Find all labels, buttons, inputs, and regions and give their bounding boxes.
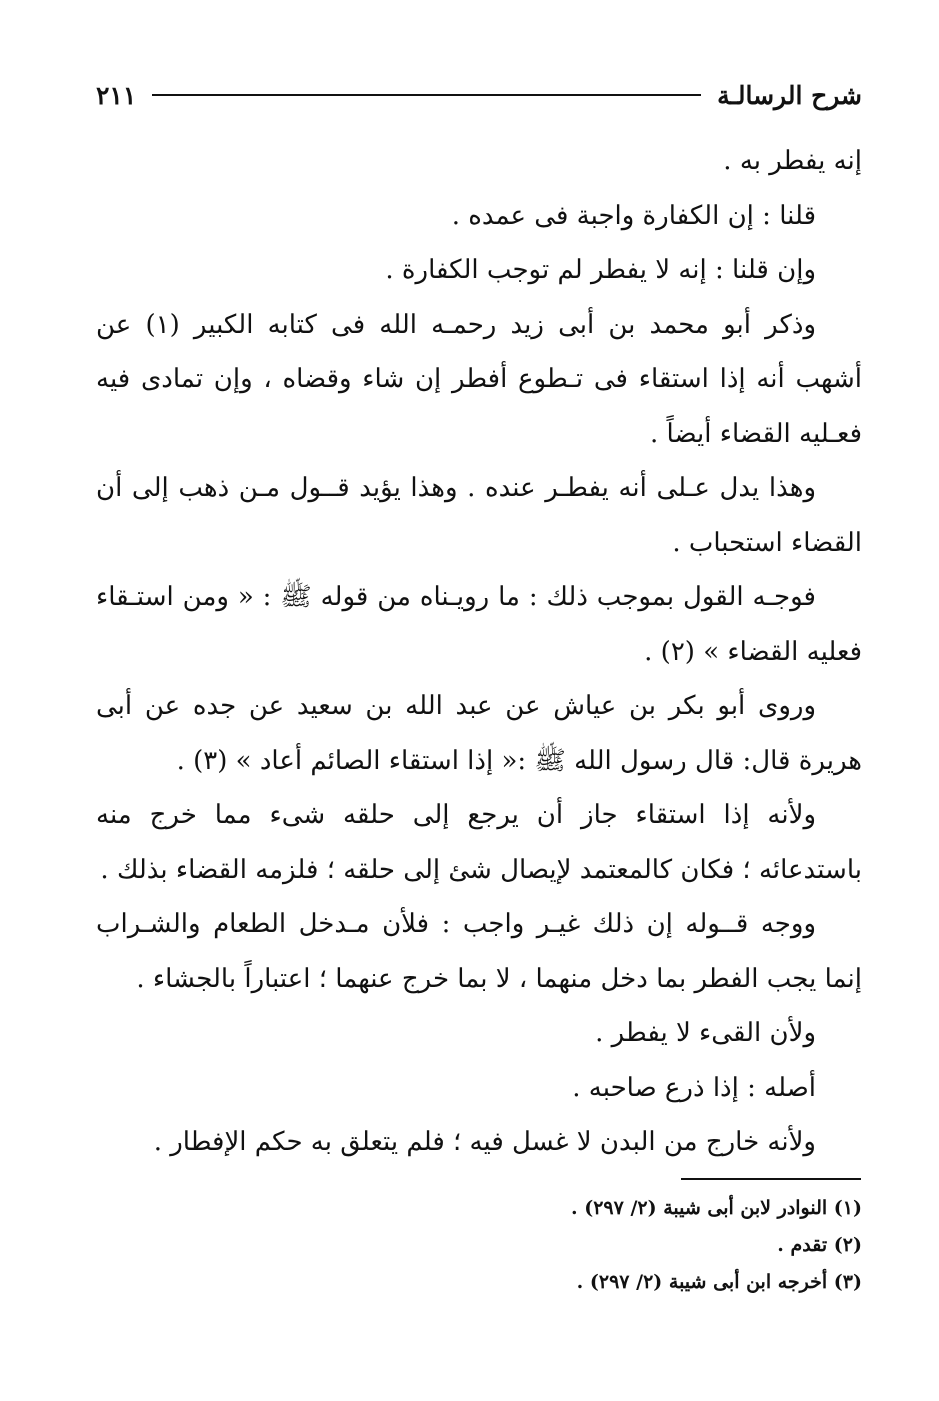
paragraph: وهذا يدل عـلى أنه يفطـر عنده . وهذا يؤيد قــول مـن ذهب إلى أن القضاء استحباب .: [96, 473, 862, 558]
footnote-separator: [681, 1178, 861, 1180]
header-rule: [152, 94, 701, 96]
paragraph: قلنا : إن الكفارة واجبة فى عمده .: [451, 200, 816, 231]
paragraph: أصله : إذا ذرع صاحبه .: [572, 1072, 816, 1103]
footnote: (٢) تقدم .: [777, 1234, 862, 1256]
paragraph: ووجه قــوله إن ذلك غيـر واجب : فلأن مـدخل الطعام والشـراب إنما يجب الفطر بما دخل منهما ، لا بما خرج عنهما ؛ اعتباراً بالجشاء .: [96, 909, 862, 994]
paragraph: فوجـه القول بموجب ذلك : ما رويـناه من قوله ﷺ : « ومن استـقاء فعليه القضاء » (٢) .: [96, 582, 862, 667]
paragraph: ولأنه خارج من البدن لا غسل فيه ؛ فلم يتعلق به حكم الإفطار .: [153, 1127, 816, 1157]
paragraph: إنه يفطر به .: [723, 146, 862, 176]
running-title: شرح الرسالـة: [717, 80, 862, 110]
body-text: [96, 134, 862, 1170]
footnote: (١) النوادر لابن أبى شيبة (٢/ ٢٩٧) .: [570, 1197, 862, 1219]
paragraph: وذكر أبو محمد بن أبى زيد رحمـه الله فى كتابه الكبير (١) عن أشهب أنه إذا استقاء فى تـطوع أفطر إن شاء وقضاه ، وإن تمادى فيه فعـليه القضاء أيضاً .: [96, 309, 862, 449]
paragraph: ولأنه إذا استقاء جاز أن يرجع إلى حلقه شىء مما خرج منه باستدعائه ؛ فكان كالمعتمد لإيصال شئ إلى حلقه ؛ فلزمه القضاء بذلك .: [96, 800, 862, 885]
page-number: ٢١١: [96, 80, 137, 110]
paragraph: ولأن القىء لا يفطر .: [595, 1018, 816, 1048]
footnotes: [96, 1190, 862, 1301]
paragraph: وإن قلنا : إنه لا يفطر لم توجب الكفارة .: [385, 255, 816, 285]
footnote: (٣) أخرجه ابن أبى شيبة (٢/ ٢٩٧) .: [576, 1271, 862, 1293]
running-header: [96, 72, 862, 118]
paragraph: وروى أبو بكر بن عياش عن عبد الله بن سعيد عن جده عن أبى هريرة قال: قال رسول الله ﷺ :« إذا استقاء الصائم أعاد » (٣) .: [96, 691, 862, 776]
